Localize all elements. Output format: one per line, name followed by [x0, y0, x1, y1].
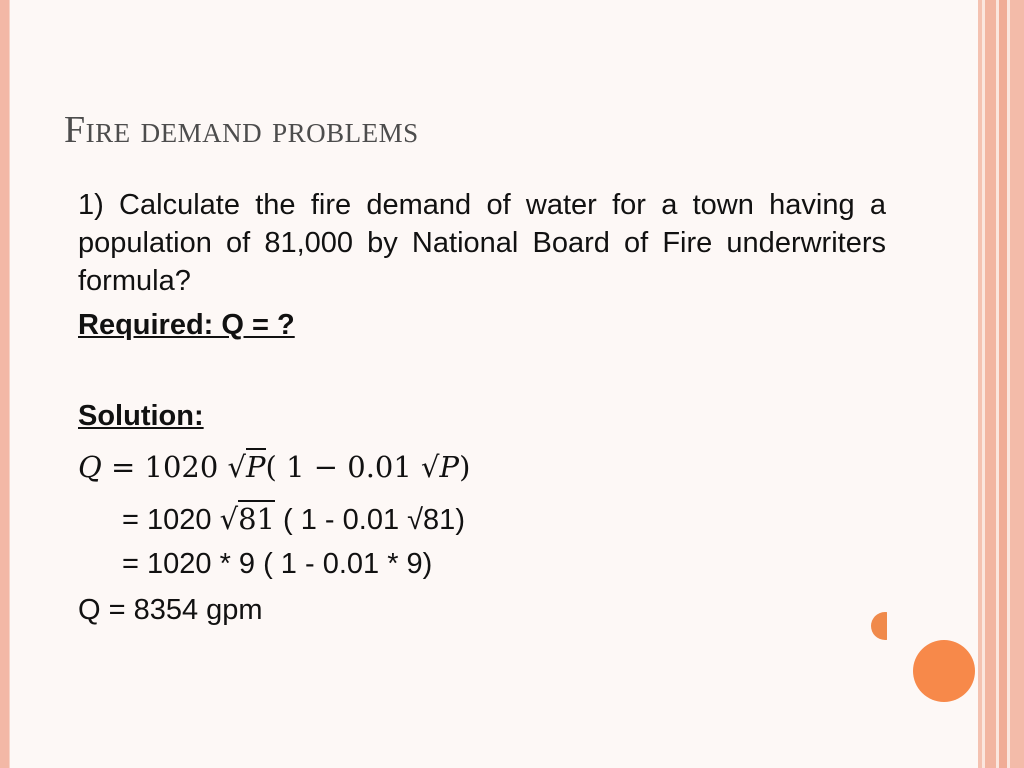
formula-q: Q [78, 450, 102, 484]
formula-p-inner: P [439, 450, 460, 484]
formula-p: P [246, 450, 266, 484]
left-border-decoration [0, 0, 9, 768]
right-stripe [999, 0, 1007, 768]
required-label: Required: Q = ? [78, 309, 295, 341]
final-answer: Q = 8354 gpm [78, 594, 263, 626]
sqrt-symbol: √ [219, 502, 239, 536]
step1-prefix: = 1020 [122, 504, 220, 536]
right-stripe [1010, 0, 1024, 768]
step1-radicand: 81 [238, 502, 275, 536]
solution-step-2: = 1020 * 9 ( 1 - 0.01 * 9) [122, 548, 433, 580]
solution-label: Solution: [78, 400, 204, 432]
solution-step-1 [122, 502, 465, 537]
decorative-circle-large [913, 640, 975, 702]
formula-close: ) [459, 450, 471, 484]
formula-line [78, 450, 470, 484]
formula-middle: ( 1 − 0.01 √ [265, 450, 440, 484]
slide-content [78, 186, 886, 626]
right-stripe [985, 0, 996, 768]
slide-title: Fire demand problems [64, 109, 419, 151]
question-text: 1) Calculate the fire demand of water for a town having a population of 81,000 by National Board of Fire underwriters formula? [78, 189, 886, 297]
step1-suffix: ( 1 - 0.01 √81) [274, 504, 465, 536]
decorative-circle-small [871, 612, 899, 640]
formula-coefficient: = 1020 [101, 450, 228, 484]
sqrt-symbol: √ [227, 450, 247, 484]
